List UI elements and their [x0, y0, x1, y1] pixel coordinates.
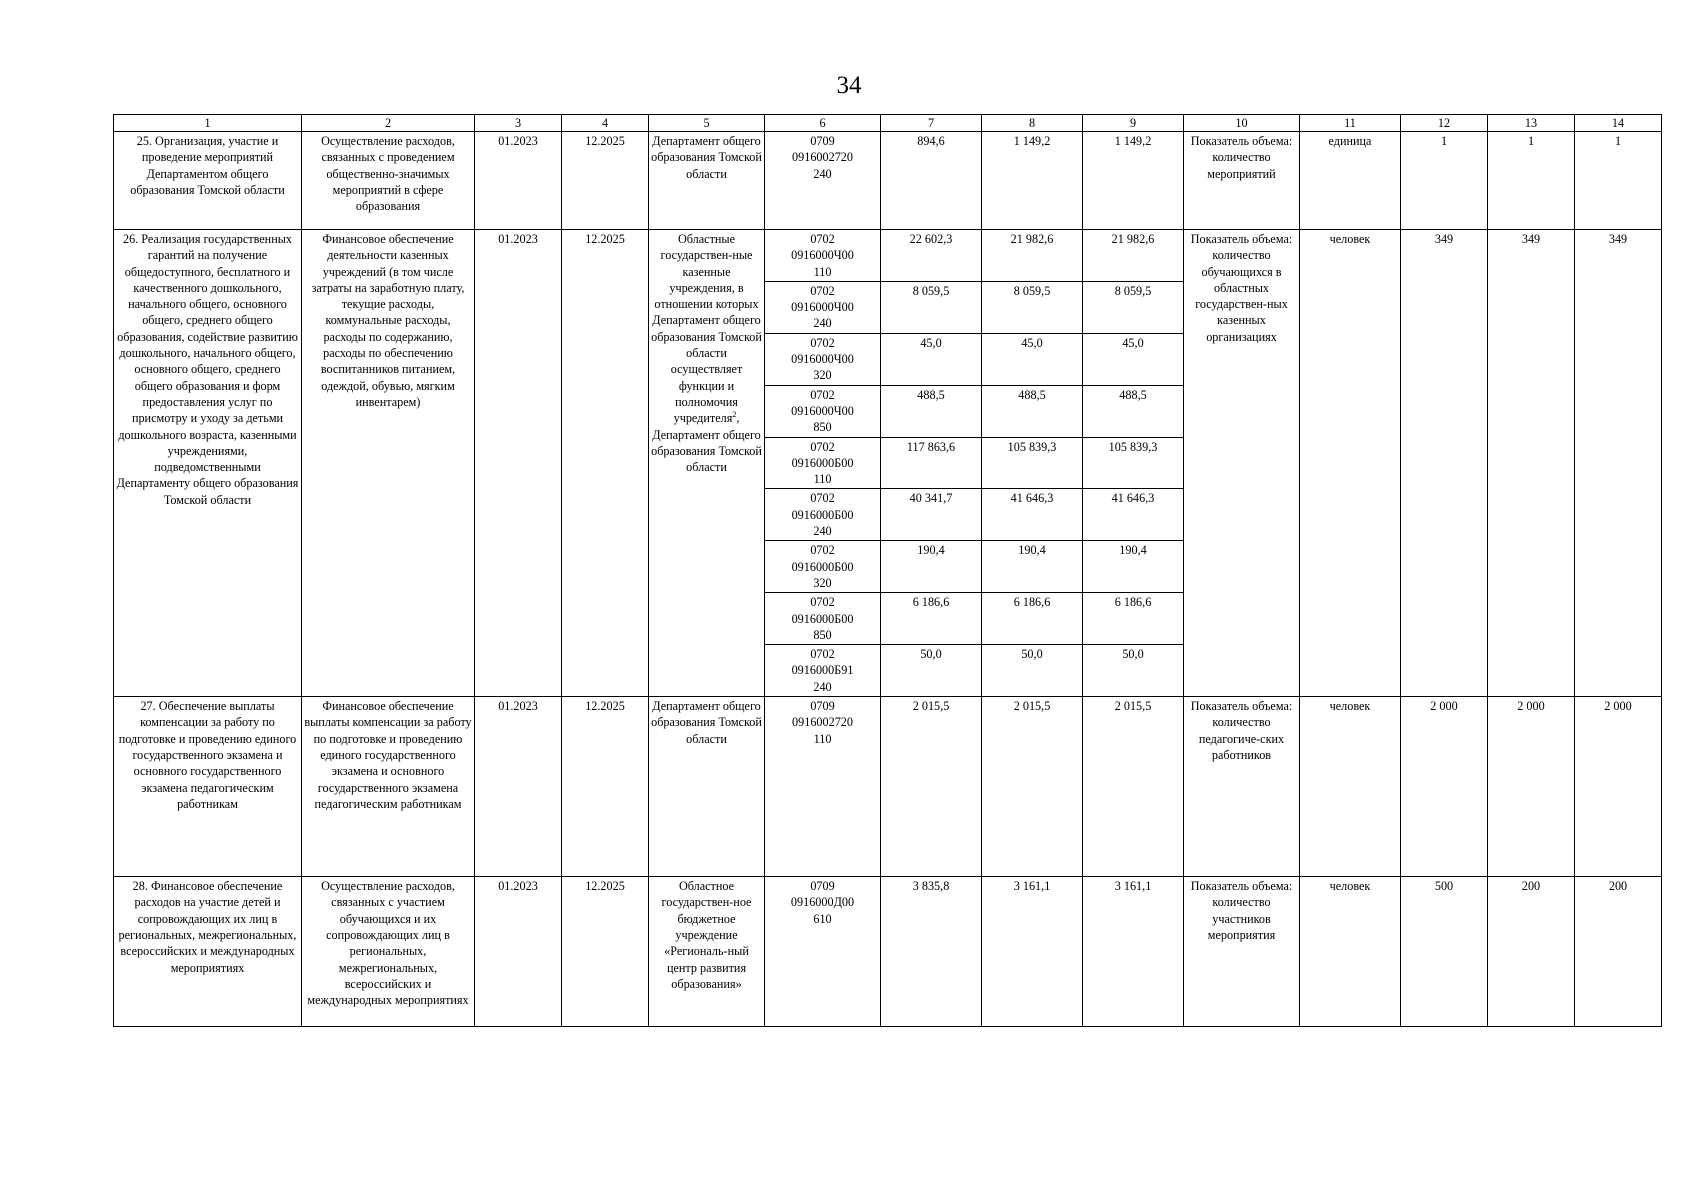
indicator-col13: 1 [1488, 132, 1575, 230]
amount-col8: 3 161,1 [982, 877, 1083, 1027]
budget-code: 0702 0916000Ч00 320 [765, 333, 881, 385]
indicator-col14: 2 000 [1575, 697, 1662, 877]
activity-description: Осуществление расходов, связанных с участием обучающихся и их сопровождающих лиц в региональных, межрегиональных, всероссийских и международных мероприятиях [302, 877, 475, 1027]
page-number: 34 [836, 72, 862, 99]
end-date: 12.2025 [562, 230, 649, 697]
unit: единица [1300, 132, 1401, 230]
budget-code: 0709 0916002720 110 [765, 697, 881, 877]
amount-col8: 1 149,2 [982, 132, 1083, 230]
amount-col8: 190,4 [982, 541, 1083, 593]
column-number: 14 [1575, 115, 1662, 132]
amount-col8: 8 059,5 [982, 281, 1083, 333]
amount-col7: 488,5 [881, 385, 982, 437]
indicator-col13: 349 [1488, 230, 1575, 697]
indicator-col14: 1 [1575, 132, 1662, 230]
executor: Департамент общего образования Томской области [649, 132, 765, 230]
column-number-row [114, 115, 1662, 132]
budget-code: 0702 0916000Б00 110 [765, 437, 881, 489]
table-row [114, 230, 1662, 282]
budget-code: 0702 0916000Б00 240 [765, 489, 881, 541]
column-number: 7 [881, 115, 982, 132]
activity-name: 27. Обеспечение выплаты компенсации за работу по подготовке и проведению единого государственного экзамена и основного государственного экзамена педагогическим работникам [114, 697, 302, 877]
amount-col8: 488,5 [982, 385, 1083, 437]
budget-code: 0702 0916000Ч00 240 [765, 281, 881, 333]
amount-col7: 6 186,6 [881, 593, 982, 645]
budget-code: 0702 0916000Ч00 850 [765, 385, 881, 437]
unit: человек [1300, 230, 1401, 697]
start-date: 01.2023 [475, 697, 562, 877]
table-row [114, 132, 1662, 230]
column-number: 12 [1401, 115, 1488, 132]
executor: Областное государствен-ное бюджетное учреждение «Региональ-ный центр развития образования» [649, 877, 765, 1027]
indicator-col12: 349 [1401, 230, 1488, 697]
end-date: 12.2025 [562, 132, 649, 230]
indicator-col12: 1 [1401, 132, 1488, 230]
amount-col9: 190,4 [1083, 541, 1184, 593]
indicator: Показатель объема: количество участников мероприятия [1184, 877, 1300, 1027]
column-number: 10 [1184, 115, 1300, 132]
activity-name: 28. Финансовое обеспечение расходов на участие детей и сопровождающих их лиц в региональных, межрегиональных, всероссийских и международных мероприятиях [114, 877, 302, 1027]
amount-col7: 40 341,7 [881, 489, 982, 541]
unit: человек [1300, 877, 1401, 1027]
start-date: 01.2023 [475, 132, 562, 230]
column-number: 1 [114, 115, 302, 132]
amount-col8: 21 982,6 [982, 230, 1083, 282]
budget-code: 0709 0916002720 240 [765, 132, 881, 230]
start-date: 01.2023 [475, 877, 562, 1027]
indicator: Показатель объема: количество обучающихся в областных государствен-ных казенных организациях [1184, 230, 1300, 697]
amount-col9: 50,0 [1083, 645, 1184, 697]
amount-col8: 6 186,6 [982, 593, 1083, 645]
activity-description: Финансовое обеспечение деятельности казенных учреждений (в том числе затраты на заработную плату, текущие расходы, коммунальные расходы, расходы по содержанию, расходы по обеспечению воспитанников питанием, одеждой, обувью, мягким инвентарем) [302, 230, 475, 697]
amount-col9: 3 161,1 [1083, 877, 1184, 1027]
column-number: 9 [1083, 115, 1184, 132]
budget-code: 0702 0916000Б91 240 [765, 645, 881, 697]
footnote-mark: 2 [732, 410, 737, 420]
column-number: 13 [1488, 115, 1575, 132]
indicator-col12: 500 [1401, 877, 1488, 1027]
activity-description: Финансовое обеспечение выплаты компенсации за работу по подготовке и проведению единого государственного экзамена и основного государственного экзамена педагогическим работникам [302, 697, 475, 877]
column-number: 6 [765, 115, 881, 132]
executor-text-tail: , Департамент общего образования Томской области [651, 411, 762, 475]
executor: Департамент общего образования Томской области [649, 697, 765, 877]
budget-code: 0709 0916000Д00 610 [765, 877, 881, 1027]
amount-col9: 1 149,2 [1083, 132, 1184, 230]
amount-col9: 2 015,5 [1083, 697, 1184, 877]
activity-name: 26. Реализация государственных гарантий на получение общедоступного, бесплатного и качественного дошкольного, начального общего, основного общего, среднего общего образования, содействие развитию дошкольного, начального общего, основного общего, среднего общего образования и форм предоставления услуг по присмотру и уходу за детьми дошкольного возраста, казенными учреждениями, подведомственными Департаменту общего образования Томской области [114, 230, 302, 697]
activity-name: 25. Организация, участие и проведение мероприятий Департаментом общего образования Томской области [114, 132, 302, 230]
amount-col7: 2 015,5 [881, 697, 982, 877]
amount-col9: 6 186,6 [1083, 593, 1184, 645]
budget-code: 0702 0916000Б00 320 [765, 541, 881, 593]
amount-col7: 8 059,5 [881, 281, 982, 333]
amount-col9: 488,5 [1083, 385, 1184, 437]
amount-col8: 2 015,5 [982, 697, 1083, 877]
end-date: 12.2025 [562, 877, 649, 1027]
indicator-col14: 200 [1575, 877, 1662, 1027]
unit: человек [1300, 697, 1401, 877]
column-number: 4 [562, 115, 649, 132]
table-row [114, 877, 1662, 1027]
column-number: 8 [982, 115, 1083, 132]
amount-col7: 45,0 [881, 333, 982, 385]
amount-col7: 50,0 [881, 645, 982, 697]
amount-col8: 45,0 [982, 333, 1083, 385]
amount-col8: 105 839,3 [982, 437, 1083, 489]
column-number: 11 [1300, 115, 1401, 132]
column-number: 2 [302, 115, 475, 132]
amount-col9: 45,0 [1083, 333, 1184, 385]
amount-col8: 50,0 [982, 645, 1083, 697]
indicator: Показатель объема: количество мероприятий [1184, 132, 1300, 230]
budget-code: 0702 0916000Б00 850 [765, 593, 881, 645]
amount-col7: 3 835,8 [881, 877, 982, 1027]
amount-col7: 190,4 [881, 541, 982, 593]
program-table [113, 114, 1662, 1027]
column-number: 5 [649, 115, 765, 132]
amount-col9: 105 839,3 [1083, 437, 1184, 489]
activity-description: Осуществление расходов, связанных с проведением общественно-значимых мероприятий в сфере образования [302, 132, 475, 230]
indicator-col13: 200 [1488, 877, 1575, 1027]
amount-col8: 41 646,3 [982, 489, 1083, 541]
end-date: 12.2025 [562, 697, 649, 877]
column-number: 3 [475, 115, 562, 132]
amount-col9: 8 059,5 [1083, 281, 1184, 333]
amount-col7: 22 602,3 [881, 230, 982, 282]
amount-col9: 21 982,6 [1083, 230, 1184, 282]
executor-text: Областные государствен-ные казенные учреждения, в отношении которых Департамент общего образования Томской области осуществляет функции и полномочия учредителя [651, 232, 762, 426]
executor [649, 230, 765, 697]
indicator-col14: 349 [1575, 230, 1662, 697]
start-date: 01.2023 [475, 230, 562, 697]
amount-col7: 894,6 [881, 132, 982, 230]
amount-col7: 117 863,6 [881, 437, 982, 489]
indicator: Показатель объема: количество педагогиче-ских работников [1184, 697, 1300, 877]
amount-col9: 41 646,3 [1083, 489, 1184, 541]
table-row [114, 697, 1662, 877]
indicator-col13: 2 000 [1488, 697, 1575, 877]
budget-code: 0702 0916000Ч00 110 [765, 230, 881, 282]
indicator-col12: 2 000 [1401, 697, 1488, 877]
